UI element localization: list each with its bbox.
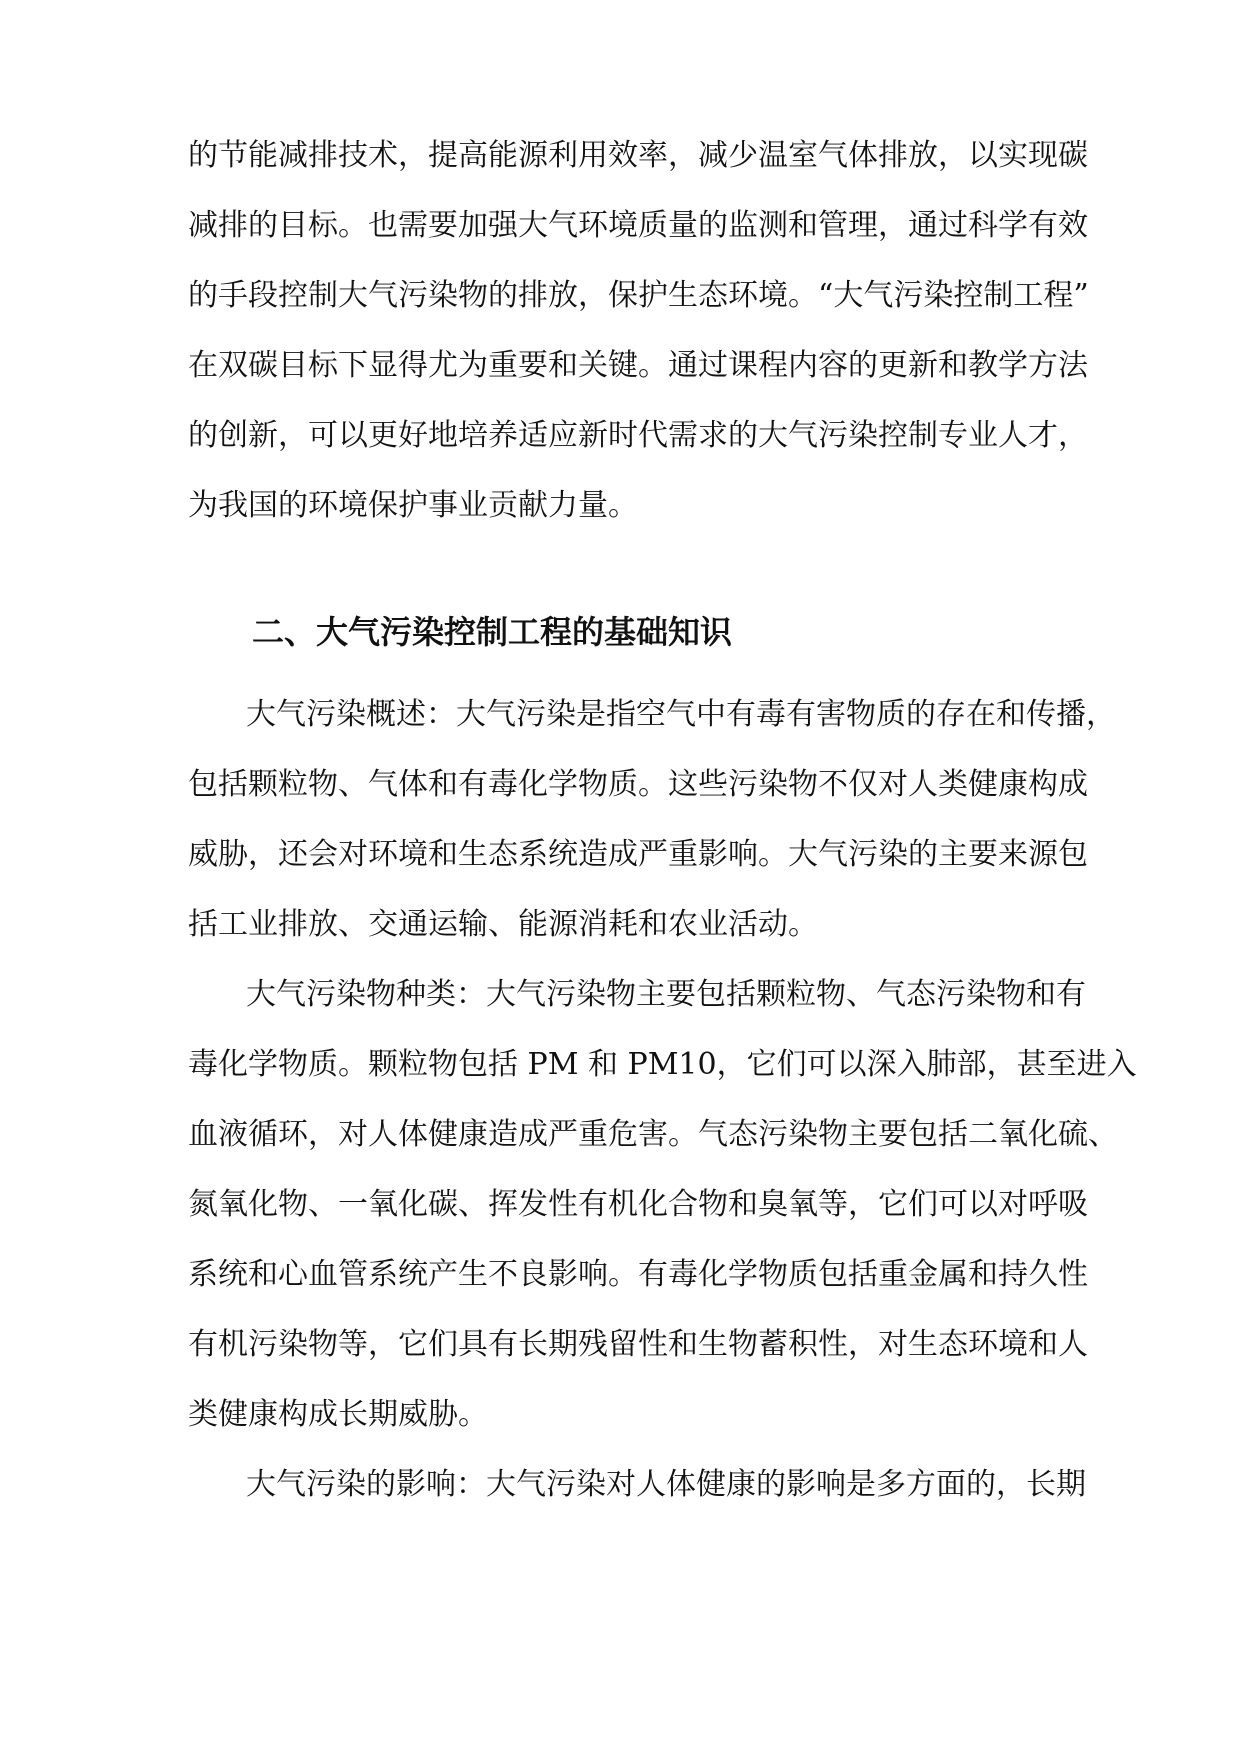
paragraph-3-line-6: 有机污染物等，它们具有长期残留性和生物蓄积性，对生态环境和人: [188, 1327, 1088, 1362]
paragraph-1-line-6: 为我国的环境保护事业贡献力量。: [188, 488, 638, 523]
paragraph-1-line-4: 在双碳目标下显得尤为重要和关键。通过课程内容的更新和教学方法: [188, 348, 1088, 383]
paragraph-1-line-3: 的手段控制大气污染物的排放，保护生态环境。“大气污染控制工程”: [188, 278, 1089, 313]
paragraph-2-line-4: 括工业排放、交通运输、能源消耗和农业活动。: [188, 907, 818, 942]
paragraph-3-line-2: 毒化学物质。颗粒物包括 PM 和 PM10，它们可以深入肺部，甚至进入: [188, 1047, 1137, 1082]
paragraph-2-line-1: 大气污染概述：大气污染是指空气中有毒有害物质的存在和传播，: [246, 697, 1116, 732]
paragraph-3-line-1: 大气污染物种类：大气污染物主要包括颗粒物、气态污染物和有: [246, 977, 1086, 1012]
paragraph-3-line-3: 血液循环，对人体健康造成严重危害。气态污染物主要包括二氧化硫、: [188, 1117, 1118, 1152]
paragraph-1-line-1: 的节能减排技术，提高能源利用效率，减少温室气体排放，以实现碳: [188, 138, 1088, 173]
paragraph-3-line-5: 系统和心血管系统产生不良影响。有毒化学物质包括重金属和持久性: [188, 1257, 1088, 1292]
paragraph-3-line-7: 类健康构成长期威胁。: [188, 1397, 488, 1432]
paragraph-4-line-1: 大气污染的影响：大气污染对人体健康的影响是多方面的，长期: [246, 1467, 1086, 1502]
section-heading: 二、大气污染控制工程的基础知识: [252, 613, 733, 651]
paragraph-1-line-5: 的创新，可以更好地培养适应新时代需求的大气污染控制专业人才，: [188, 418, 1088, 453]
paragraph-1-line-2: 减排的目标。也需要加强大气环境质量的监测和管理，通过科学有效: [188, 208, 1088, 243]
paragraph-2-line-3: 威胁，还会对环境和生态系统造成严重影响。大气污染的主要来源包: [188, 837, 1088, 872]
paragraph-2-line-2: 包括颗粒物、气体和有毒化学物质。这些污染物不仅对人类健康构成: [188, 767, 1088, 802]
paragraph-3-line-4: 氮氧化物、一氧化碳、挥发性有机化合物和臭氧等，它们可以对呼吸: [188, 1187, 1088, 1222]
